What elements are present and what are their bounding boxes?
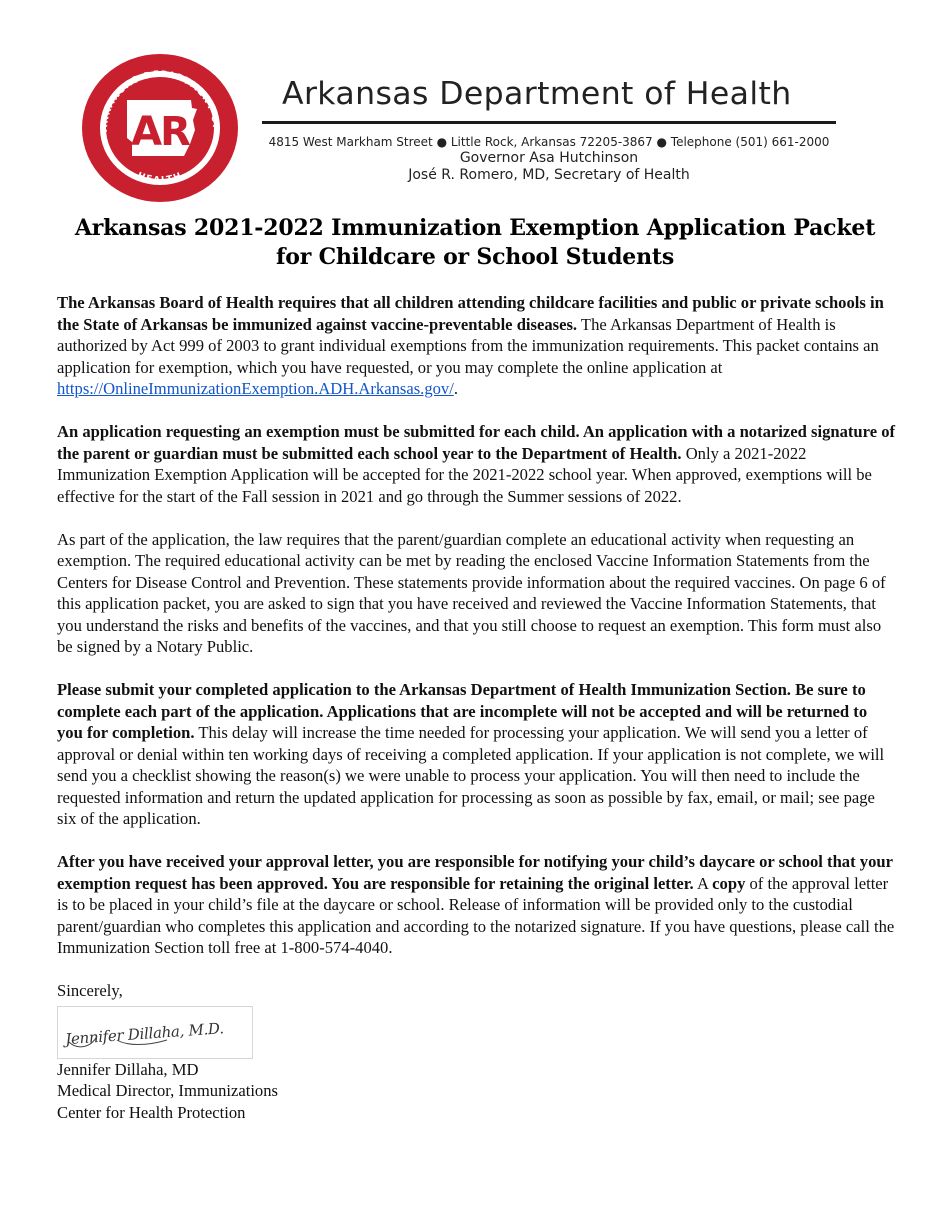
signatory-department: Center for Health Protection bbox=[57, 1102, 246, 1122]
paragraph-submission-rules-text: Only a 2021-2022 Immunization Exemption Application will be accepted for the 2021-2022 school year. When approved, exemptions will be effective for the start of the Fall session in 2021 and go through the Summer sessions of 2022. bbox=[57, 443, 872, 506]
secretary-line: José R. Romero, MD, Secretary of Health bbox=[408, 167, 690, 183]
letter-closing bbox=[57, 980, 897, 1123]
signatory-title: Medical Director, Immunizations bbox=[57, 1081, 278, 1100]
organization-address: 4815 West Markham Street ● Little Rock, Arkansas 72205-3867 ● Telephone (501) 661-2000 bbox=[268, 135, 830, 149]
signature-script: Jennifer Dillaha, M.D. bbox=[64, 1018, 225, 1048]
seal-ring-top-text: ARKANSAS DEPARTMENT OF bbox=[99, 69, 221, 132]
seal-monogram: AR bbox=[131, 109, 189, 155]
paragraph-processing bbox=[57, 679, 897, 830]
seal-ring-bottom-text: HEALTH bbox=[135, 171, 185, 186]
document-title-line-2: for Childcare or School Students bbox=[275, 244, 675, 270]
paragraph-requirements-bold: The Arkansas Board of Health requires that all children attending childcare facilities and public or private schools in the State of Arkansas be immunized against vaccine-preventable diseases. bbox=[57, 293, 884, 334]
paragraph-requirements bbox=[57, 292, 897, 400]
paragraph-processing-text: This delay will increase the time needed for processing your application. We will send you a letter of approval or denial within ten working days of receiving a completed application. If your application is not complete, we will send you a checklist showing the reason(s) we were unable to process your application. You will then need to include the requested information and return the updated application for processing as soon as possible by fax, email, or mail; see page six of the application. bbox=[57, 723, 885, 828]
salutation: Sincerely, bbox=[57, 981, 123, 1000]
signatory-name: Jennifer Dillaha, MD bbox=[57, 1059, 199, 1079]
paragraph-approval-letter-copy: copy bbox=[712, 873, 746, 893]
paragraph-processing-bold: Please submit your completed application to the Arkansas Department of Health Immunization Section. Be sure to complete each part of the application. Applications that are incomplete will not be accepted and will be returned to you for completion. bbox=[57, 680, 868, 742]
document-title-line-1: Arkansas 2021-2022 Immunization Exemption Application Packet bbox=[74, 215, 876, 241]
letterhead bbox=[0, 0, 950, 205]
online-application-link[interactable]: https://OnlineImmunizationExemption.ADH.Arkansas.gov/ bbox=[57, 379, 454, 398]
paragraph-educational-activity-text: As part of the application, the law requires that the parent/guardian complete an educational activity when requesting an exemption. The required educational activity can be met by reading the enclosed Vaccine Information Statements from the Centers for Disease Control and Prevention. These statements provide information about the required vaccines. On page 6 of this application packet, you are asked to sign that you have received and reviewed the Vaccine Information Statements, that you understand the risks and benefits of the vaccines, and that you still choose to request an exemption. This form must also be signed by a Notary Public. bbox=[57, 529, 886, 656]
signatory-block bbox=[57, 1059, 897, 1124]
paragraph-approval-letter-text: of the approval letter is to be placed in your child’s file at the daycare or school. Release of information will be provided only to the custodial parent/guardian who completes this application and according to the notarized signature. If you have questions, please call the Immunization Section toll free at 1-800-574-4040. bbox=[57, 873, 895, 957]
letterhead-details bbox=[262, 134, 836, 184]
paragraph-approval-letter bbox=[57, 851, 897, 959]
paragraph-submission-rules bbox=[57, 421, 897, 507]
handwritten-signature bbox=[57, 1006, 253, 1059]
paragraph-requirements-end: . bbox=[453, 379, 458, 398]
letterhead-divider bbox=[262, 121, 836, 124]
adh-seal-logo bbox=[80, 52, 240, 204]
paragraph-approval-letter-mid: A bbox=[693, 873, 713, 893]
paragraph-approval-letter-bold: After you have received your approval letter, you are responsible for notifying your child’s daycare or school that your exemption request has been approved. You are responsible for retaining the original letter. bbox=[57, 852, 893, 893]
paragraph-educational-activity bbox=[57, 529, 897, 658]
letter-body bbox=[57, 292, 897, 1123]
organization-name: Arkansas Department of Health bbox=[282, 76, 792, 112]
document-title bbox=[40, 214, 910, 272]
governor-line: Governor Asa Hutchinson bbox=[459, 150, 639, 166]
paragraph-requirements-text: The Arkansas Department of Health is authorized by Act 999 of 2003 to grant individual exemptions from the immunization requirements. This packet contains an application for exemption, which you have requested, or you may complete the online application at bbox=[57, 314, 879, 377]
paragraph-submission-rules-bold: An application requesting an exemption must be submitted for each child. An application with a notarized signature of the parent or guardian must be submitted each school year to the Department of Health. bbox=[57, 422, 896, 463]
